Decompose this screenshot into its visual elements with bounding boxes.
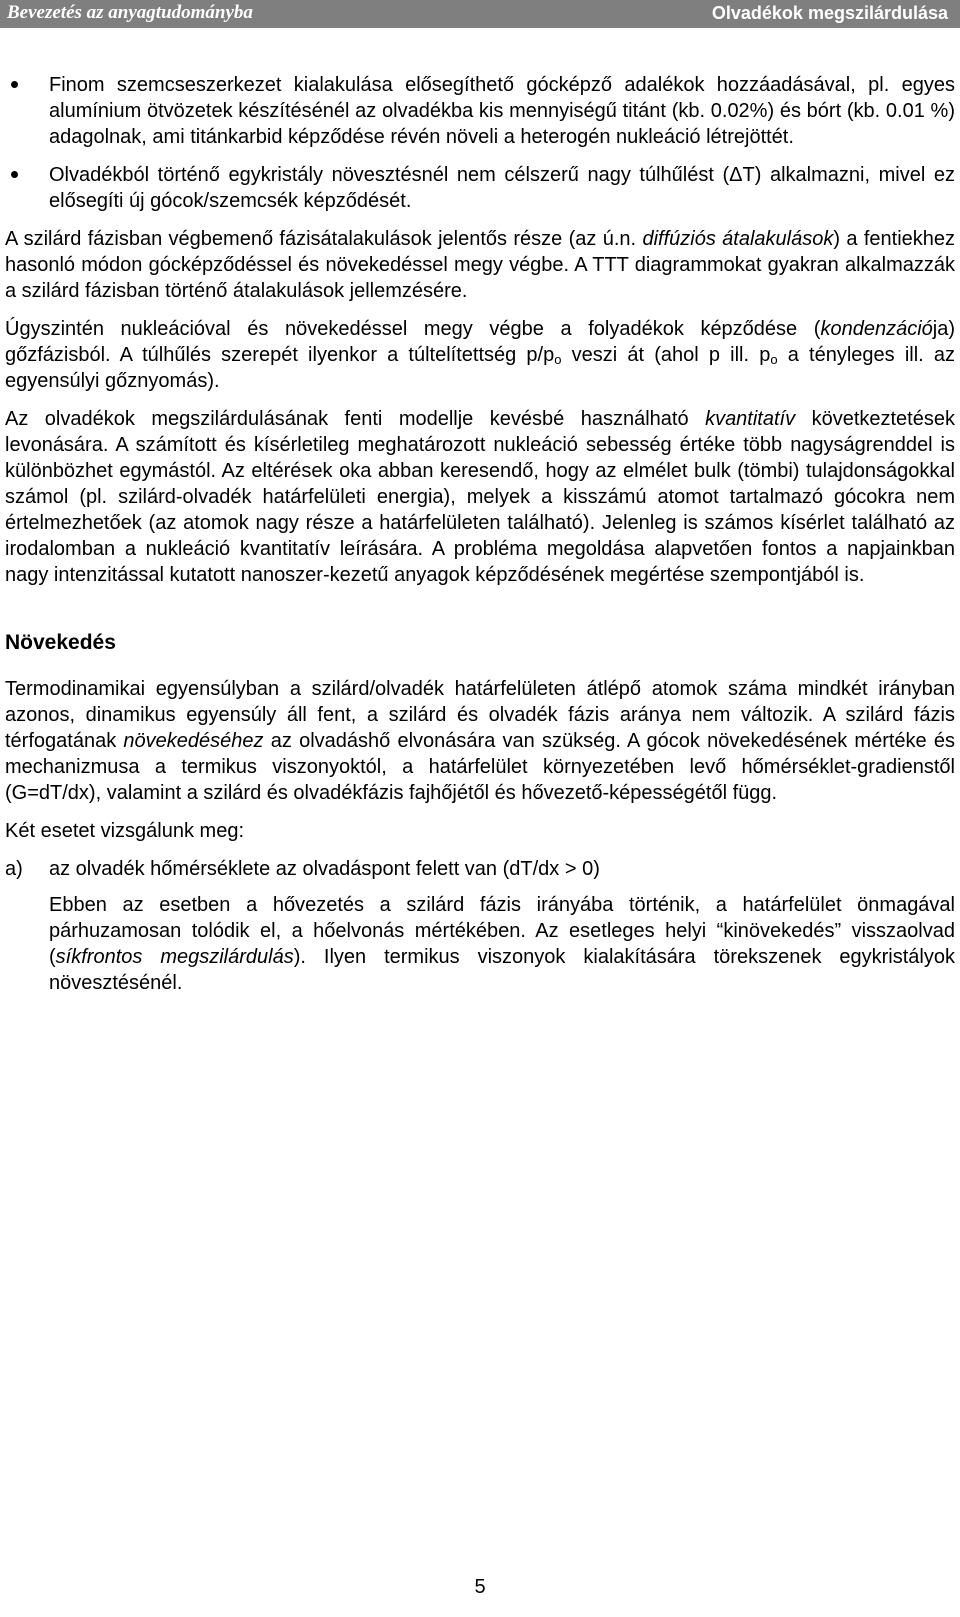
bullet-text: Finom szemcseszerkezet kialakulása elősegíthető gócképző adalékok hozzáadásával, pl. egyes alumínium ötvözetek készítésénél az olvadékba kis mennyiségű titánt (kb. 0.02%) és bórt (kb. 0.01 %) adagolnak, ami titánkarbid képződése révén növeli a heterogén nukleáció létrejöttét. [49, 74, 955, 148]
paragraph-condensation [5, 316, 955, 394]
list-item [5, 162, 955, 214]
page-header [0, 0, 960, 28]
paragraph-phase-transformations [5, 226, 955, 304]
page-number: 5 [474, 1576, 486, 1598]
text-run: veszi át (ahol p ill. p [561, 344, 771, 366]
paragraph-case-a-detail [49, 892, 955, 996]
text-run-italic: diffúziós átalakulások [642, 228, 834, 250]
text-run: ). Ilyen termikus viszonyok kialakítására törekszenek egykristályok növesztésénél. [49, 946, 955, 994]
text-run: következtetések levonására. A számított és kísérletileg meghatározott nukleáció sebesség értéke több nagyságrenddel is különbözhet egymástól. Az eltérések oka abban keresendő, hogy az elmélet bulk (tömbi) tulajdonságokkal számol (pl. szilárd-olvadék határfelületi energia), melyek a kisszámú atomot tartalmazó gócokra nem értelmezhetőek (az atomok nagy része a határfelületen található). Jelenleg is számos kísérlet található az irodalomban a nukleáció kvantitatív leírására. A probléma megoldása alapvetően fontos a napjainkban nagy intenzitással kutatott nanoszer-kezetű anyagok képződésének megértése szempontjából is. [5, 408, 955, 586]
bullet-text: Olvadékból történő egykristály növesztésnél nem célszerű nagy túlhűlést (ΔT) alkalmazni, mivel ez elősegíti új gócok/szemcsék képződését. [49, 164, 955, 212]
text-run: Ebben az esetben a hővezetés a szilárd fázis irányába történik, a határfelület önmagával párhuzamosan tolódik el, a hőelvonás mértékében. Az esetleges helyi “kinövekedés” visszaolvad ( [49, 894, 955, 968]
text-run: Az olvadékok megszilárdulásának fenti modellje kevésbé használható [5, 408, 706, 430]
text-run: ja) gőzfázisból. A túlhűlés szerepét ilyenkor a túltelítettség p/p [5, 318, 955, 366]
list-item [5, 72, 955, 150]
subscript: o [770, 352, 778, 367]
case-a-marker: a) [5, 858, 23, 880]
section-heading: Növekedés [5, 631, 116, 654]
text-run: A szilárd fázisban végbemenő fázisátalakulások jelentős része (az ú.n. [5, 228, 643, 250]
header-chapter-title: Olvadékok megszilárdulása [711, 3, 948, 23]
page-content [5, 72, 955, 1008]
text-run-italic: kvantitatív [705, 408, 796, 430]
text-run: a tényleges ill. az egyensúlyi gőznyomás). [5, 344, 955, 392]
bullet-list [5, 72, 955, 214]
paragraph-growth [5, 676, 955, 806]
bullet-icon [11, 81, 18, 88]
header-book-title: Bevezetés az anyagtudományba [7, 2, 253, 23]
text-run-italic: síkfrontos megszilárdulás [55, 946, 294, 968]
bullet-icon [11, 171, 18, 178]
text-run: Termodinamikai egyensúlyban a szilárd/olvadék határfelületen átlépő atomok száma mindkét irányban azonos, dinamikus egyensúly áll fent, a szilárd és olvadék fázis aránya nem változik. A szilárd fázis térfogatának [5, 678, 955, 752]
text-run-italic: növekedéséhez [123, 730, 264, 752]
case-a-text: az olvadék hőmérséklete az olvadáspont felett van (dT/dx > 0) [49, 858, 600, 880]
text-run: az olvadáshő elvonására van szükség. A gócok növekedésének mértéke és mechanizmusa a termikus viszonyoktól, a határfelület környezetében levő hőmérséklet-gradienstől (G=dT/dx), valamint a szilárd és olvadékfázis fajhőjétől és hővezető-képességétől függ. [5, 730, 955, 804]
subscript: o [554, 352, 562, 367]
text-run-italic: kondenzáció [820, 318, 933, 340]
case-a-item [5, 856, 955, 882]
paragraph-cases-intro: Két esetet vizsgálunk meg: [5, 820, 245, 842]
paragraph-model-limitations [5, 406, 955, 588]
text-run: ) a fentiekhez hasonló módon gócképződéssel és növekedéssel megy végbe. A TTT diagrammokat gyakran alkalmazzák a szilárd fázisban történő átalakulások jellemzésére. [5, 228, 956, 302]
text-run: Úgyszintén nukleációval és növekedéssel megy végbe a folyadékok képződése ( [5, 318, 821, 340]
